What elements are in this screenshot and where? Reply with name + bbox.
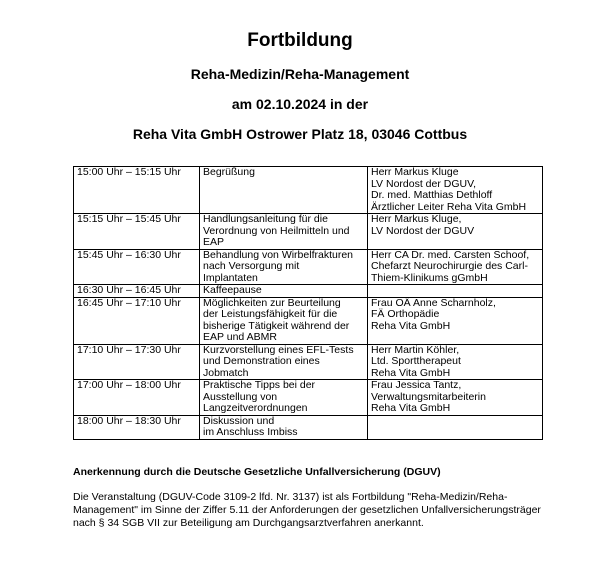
schedule-speaker <box>368 249 543 285</box>
document-subtitle: Reha-Medizin/Reha-Management <box>190 66 410 82</box>
schedule-speaker-line: Herr CA Dr. med. Carsten Schoof, <box>371 248 530 261</box>
schedule-topic <box>200 415 368 439</box>
recognition-paragraph: Die Veranstaltung (DGUV-Code 3109-2 lfd. Nr. 3137) ist als Fortbildung "Reha-Medizin/Reha-Management" im Sinne der Ziffer 5.11 der Anforderungen der gesetzlichen Unfallversicherungsträger nach § 34 SGB VII zur Beteiligung am Durchgangsarztverfahren anerkannt. <box>73 491 541 529</box>
schedule-topic-line: Diskussion und <box>203 414 275 427</box>
schedule-row <box>74 344 543 380</box>
schedule-speaker-line: Reha Vita GmbH <box>371 319 451 332</box>
schedule-speaker-line: LV Nordost der DGUV, <box>371 177 477 190</box>
schedule-speaker <box>368 344 543 380</box>
schedule-topic-line: Ausstellung von <box>203 390 278 403</box>
schedule-time: 18:00 Uhr – 18:30 Uhr <box>74 415 200 439</box>
schedule-topic-line: bisherige Tätigkeit während der <box>203 319 350 332</box>
schedule-time: 15:15 Uhr – 15:45 Uhr <box>74 214 200 250</box>
schedule-topic-line: EAP und ABMR <box>203 331 277 343</box>
schedule-time: 15:45 Uhr – 16:30 Uhr <box>74 249 200 285</box>
schedule-speaker <box>368 285 543 298</box>
schedule-speaker-line: Frau Jessica Tantz, <box>371 379 462 391</box>
schedule-speaker-line: Chefarzt Neurochirurgie des Carl- <box>371 260 528 272</box>
schedule-topic-line: nach Versorgung mit <box>203 260 300 272</box>
schedule-row <box>74 285 543 298</box>
schedule-row <box>74 380 543 416</box>
schedule-row <box>74 415 543 439</box>
schedule-topic <box>200 380 368 416</box>
schedule-topic-line: EAP <box>203 236 225 248</box>
schedule-topic-line: und Demonstration eines <box>203 355 320 367</box>
schedule-speaker-line: Dr. med. Matthias Dethloff <box>371 189 493 201</box>
schedule-row <box>74 214 543 250</box>
schedule-speaker <box>368 214 543 250</box>
schedule-row <box>74 167 543 214</box>
schedule-topic-line: Kurzvorstellung eines EFL-Tests <box>203 343 354 356</box>
schedule-topic <box>200 214 368 250</box>
schedule-speaker-line: Ärztlicher Leiter Reha Vita GmbH <box>371 200 527 213</box>
document-title: Fortbildung <box>247 30 353 51</box>
schedule-speaker <box>368 167 543 214</box>
schedule-topic-line: Implantaten <box>203 271 258 284</box>
schedule-topic <box>200 344 368 380</box>
schedule-speaker-line: LV Nordost der DGUV <box>371 224 475 237</box>
schedule-time: 16:30 Uhr – 16:45 Uhr <box>74 285 200 298</box>
schedule-speaker-line: FÄ Orthopädie <box>371 308 440 320</box>
schedule-speaker-line: Ltd. Sporttherapeut <box>371 355 461 367</box>
schedule-topic-line: Langzeitverordnungen <box>203 402 308 414</box>
schedule-topic-line: der Leistungsfähigkeit für die <box>203 308 338 320</box>
schedule-speaker-line: Thiem-Klinikums gGmbH <box>371 271 488 284</box>
schedule-topic-line: Handlungsanleitung für die <box>203 213 328 225</box>
schedule-topic <box>200 167 368 214</box>
schedule-topic-line: Möglichkeiten zur Beurteilung <box>203 296 341 309</box>
schedule-speaker-line: Verwaltungsmitarbeiterin <box>371 390 486 403</box>
location-line: Reha Vita GmbH Ostrower Platz 18, 03046 Cottbus <box>132 126 468 142</box>
schedule-topic <box>200 297 368 344</box>
schedule-topic-line: Verordnung von Heilmitteln und <box>203 224 350 237</box>
schedule-topic-line: Jobmatch <box>203 366 249 379</box>
schedule-topic-line: Kaffeepause <box>203 284 262 296</box>
acknowledgement: Anerkennung durch die Deutsche Gesetzliche Unfallversicherung (DGUV) <box>73 466 441 478</box>
schedule-speaker-line: Reha Vita GmbH <box>371 366 451 379</box>
schedule-speaker-line: Herr Markus Kluge <box>371 166 459 178</box>
schedule-time: 16:45 Uhr – 17:10 Uhr <box>74 297 200 344</box>
schedule-topic <box>200 285 368 298</box>
schedule-time: 17:10 Uhr – 17:30 Uhr <box>74 344 200 380</box>
schedule-topic-line: Begrüßung <box>203 166 255 178</box>
schedule-row <box>74 249 543 285</box>
schedule-speaker <box>368 297 543 344</box>
schedule-time: 17:00 Uhr – 18:00 Uhr <box>74 380 200 416</box>
date-line: am 02.10.2024 in der <box>231 96 369 112</box>
schedule-time: 15:00 Uhr – 15:15 Uhr <box>74 167 200 214</box>
schedule-body <box>74 167 543 440</box>
schedule-table <box>73 166 543 440</box>
schedule-topic-line: Behandlung von Wirbelfrakturen <box>203 248 354 261</box>
schedule-speaker-line: Herr Martin Köhler, <box>371 343 460 356</box>
schedule-row <box>74 297 543 344</box>
schedule-speaker-line: Frau OÄ Anne Scharnholz, <box>371 296 496 309</box>
schedule-speaker-line: Reha Vita GmbH <box>371 402 451 414</box>
schedule-speaker <box>368 380 543 416</box>
schedule-topic-line: Praktische Tipps bei der <box>203 379 316 391</box>
schedule-topic <box>200 249 368 285</box>
schedule-speaker <box>368 415 543 439</box>
schedule-topic-line: im Anschluss Imbiss <box>203 426 298 438</box>
schedule-speaker-line: Herr Markus Kluge, <box>371 213 462 225</box>
